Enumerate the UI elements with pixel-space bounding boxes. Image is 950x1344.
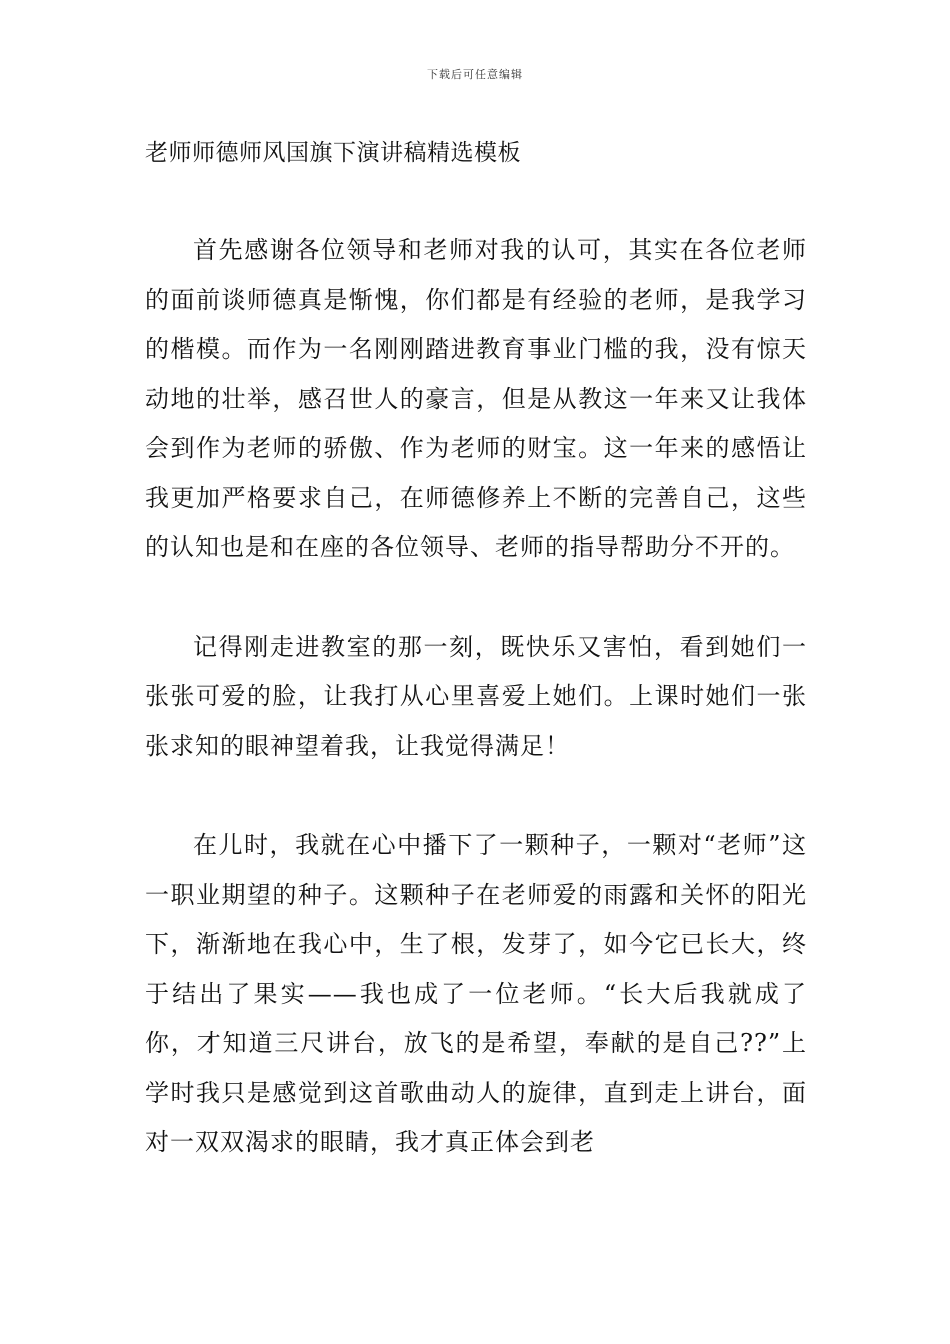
header-note: 下载后可任意编辑 (427, 68, 523, 81)
paragraph-2: 记得刚走进教室的那一刻，既快乐又害怕，看到她们一张张可爱的脸，让我打从心里喜爱上她们。上课时她们一张张求知的眼神望着我，让我觉得满足！ (145, 632, 807, 760)
paragraph-1: 首先感谢各位领导和老师对我的认可，其实在各位老师的面前谈师德真是惭愧，你们都是有经验的老师，是我学习的楷模。而作为一名刚刚踏进教育事业门槛的我，没有惊天动地的壮举，感召世人的豪言，但是从教这一年来又让我体会到作为老师的骄傲、作为老师的财宝。这一年来的感悟让我更加严格要求自己，在师德修养上不断的完善自己，这些的认知也是和在座的各位领导、老师的指导帮助分不开的。 (145, 236, 807, 561)
document-body (145, 226, 807, 1168)
paragraph-3: 在儿时，我就在心中播下了一颗种子，一颗对“老师”这一职业期望的种子。这颗种子在老师爱的雨露和关怀的阳光下，渐渐地在我心中，生了根，发芽了，如今它已长大，终于结出了果实——我也成了一位老师。“长大后我就成了你，才知道三尺讲台，放飞的是希望，奉献的是自己??”上学时我只是感觉到这首歌曲动人的旋律，直到走上讲台，面对一双双渴求的眼睛，我才真正体会到老 (145, 831, 807, 1156)
document-title: 老师师德师风国旗下演讲稿精选模板 (145, 140, 521, 166)
